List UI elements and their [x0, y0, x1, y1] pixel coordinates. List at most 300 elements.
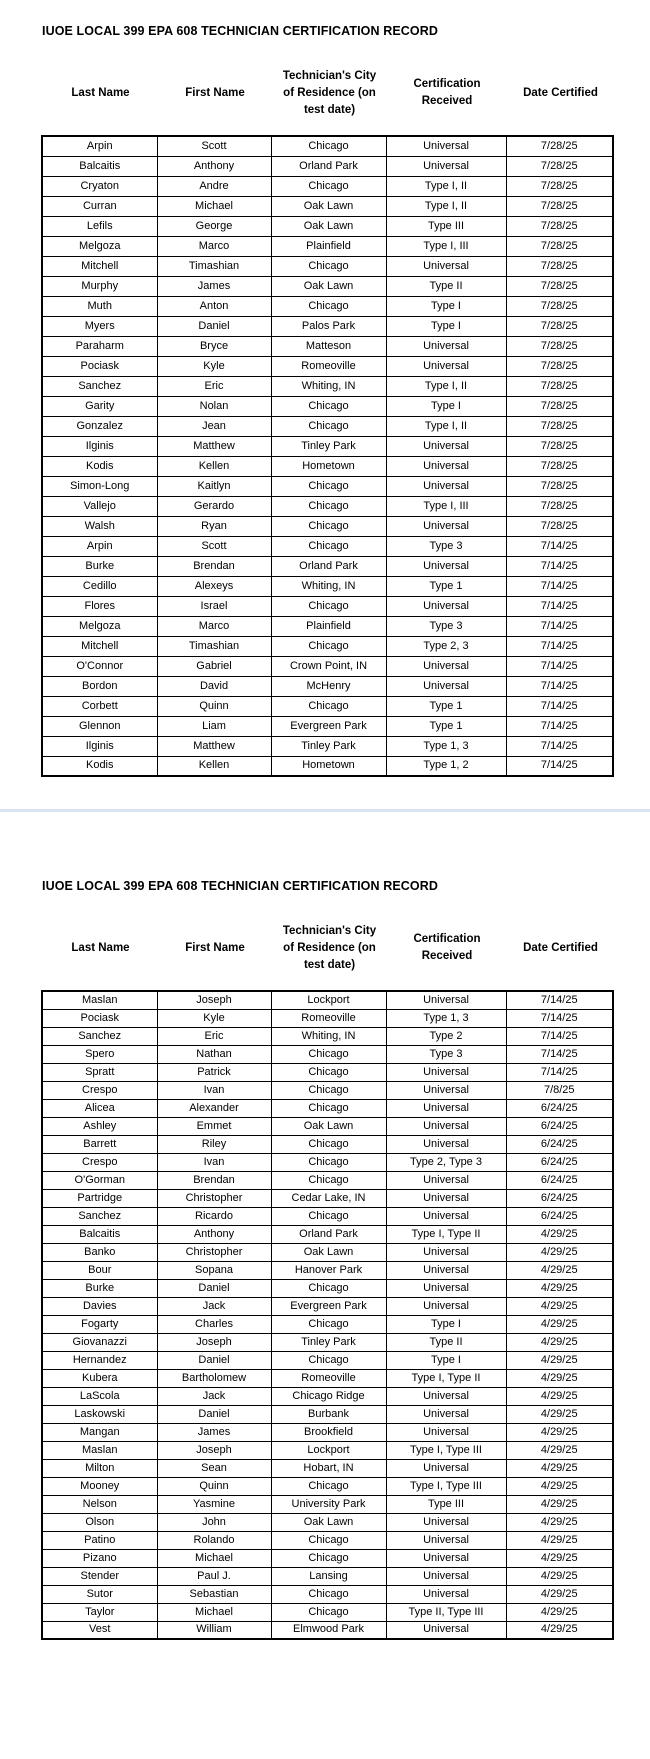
table-cell: 6/24/25: [506, 1171, 613, 1189]
table-row: [42, 1333, 613, 1351]
table-cell: John: [157, 1513, 271, 1531]
table-cell: Universal: [386, 1585, 506, 1603]
table-cell: Gabriel: [157, 656, 271, 676]
table-cell: Type 3: [386, 1045, 506, 1063]
table-cell: 7/28/25: [506, 476, 613, 496]
table-cell: 4/29/25: [506, 1225, 613, 1243]
table-cell: Timashian: [157, 636, 271, 656]
column-header-city-of-residence: Technician's City of Residence (on test date): [282, 924, 377, 971]
table-cell: Brendan: [157, 1171, 271, 1189]
table-cell: Chicago: [271, 1477, 386, 1495]
table-cell: Type I, II: [386, 176, 506, 196]
table-cell: Anthony: [157, 1225, 271, 1243]
table-row: [42, 1549, 613, 1567]
column-header-certification-received: Certification Received: [413, 933, 481, 962]
table-cell: Sopana: [157, 1261, 271, 1279]
table-cell: Sanchez: [42, 1027, 157, 1045]
table-cell: Chicago: [271, 1549, 386, 1567]
table-cell: Universal: [386, 1063, 506, 1081]
table-cell: 6/24/25: [506, 1207, 613, 1225]
table-row: [42, 1153, 613, 1171]
table-row: [42, 756, 613, 776]
table-cell: Partridge: [42, 1189, 157, 1207]
table-cell: Eric: [157, 1027, 271, 1045]
table-cell: Daniel: [157, 1405, 271, 1423]
table-row: [42, 1225, 613, 1243]
table-row: [42, 1495, 613, 1513]
table-cell: Matthew: [157, 436, 271, 456]
table-cell: Liam: [157, 716, 271, 736]
table-cell: Type II: [386, 276, 506, 296]
table-cell: Riley: [157, 1135, 271, 1153]
table-cell: Chicago: [271, 516, 386, 536]
column-header-first-name: First Name: [185, 86, 245, 99]
table-cell: Type III: [386, 216, 506, 236]
table-cell: Ivan: [157, 1081, 271, 1099]
table-cell: 7/14/25: [506, 556, 613, 576]
table-row: [42, 1171, 613, 1189]
table-cell: Chicago: [271, 416, 386, 436]
table-row: [42, 316, 613, 336]
table-cell: Universal: [386, 156, 506, 176]
table-cell: Type 2, Type 3: [386, 1153, 506, 1171]
table-cell: Chicago: [271, 1603, 386, 1621]
table-row: [42, 476, 613, 496]
table-cell: Hometown: [271, 456, 386, 476]
table-cell: Alexeys: [157, 576, 271, 596]
table-cell: Oak Lawn: [271, 1117, 386, 1135]
table-cell: 6/24/25: [506, 1099, 613, 1117]
page-break-divider: [0, 809, 650, 812]
table-cell: Matteson: [271, 336, 386, 356]
table-cell: Balcaitis: [42, 1225, 157, 1243]
table-row: [42, 1477, 613, 1495]
table-cell: Type I: [386, 296, 506, 316]
table-row: [42, 1441, 613, 1459]
table-row: [42, 1423, 613, 1441]
table-cell: 7/28/25: [506, 316, 613, 336]
table-cell: Curran: [42, 196, 157, 216]
table-cell: 4/29/25: [506, 1585, 613, 1603]
table-cell: Burbank: [271, 1405, 386, 1423]
table-row: [42, 1027, 613, 1045]
table-row: [42, 596, 613, 616]
table-cell: Chicago: [271, 536, 386, 556]
table-cell: 7/28/25: [506, 416, 613, 436]
table-cell: Romeoville: [271, 356, 386, 376]
table-cell: Emmet: [157, 1117, 271, 1135]
table-cell: Sanchez: [42, 1207, 157, 1225]
table-cell: 7/14/25: [506, 756, 613, 776]
table-cell: David: [157, 676, 271, 696]
table-cell: Alicea: [42, 1099, 157, 1117]
table-cell: Universal: [386, 1459, 506, 1477]
table-cell: Paraharm: [42, 336, 157, 356]
table-cell: McHenry: [271, 676, 386, 696]
table-cell: 7/28/25: [506, 436, 613, 456]
table-cell: Universal: [386, 1405, 506, 1423]
table-cell: 7/28/25: [506, 256, 613, 276]
table-cell: 6/24/25: [506, 1135, 613, 1153]
table-cell: Hobart, IN: [271, 1459, 386, 1477]
table-cell: Type 2, 3: [386, 636, 506, 656]
table-cell: 7/28/25: [506, 276, 613, 296]
table-cell: Christopher: [157, 1243, 271, 1261]
table-cell: Type I, II: [386, 416, 506, 436]
table-cell: Chicago: [271, 1585, 386, 1603]
table-cell: Sutor: [42, 1585, 157, 1603]
table-cell: O'Connor: [42, 656, 157, 676]
table-cell: 4/29/25: [506, 1531, 613, 1549]
table-row: [42, 456, 613, 476]
table-row: [42, 156, 613, 176]
table-cell: Stender: [42, 1567, 157, 1585]
table-header-row: [43, 55, 614, 131]
table-cell: Ricardo: [157, 1207, 271, 1225]
table-cell: Balcaitis: [42, 156, 157, 176]
table-row: [42, 1459, 613, 1477]
table-cell: Universal: [386, 1261, 506, 1279]
table-cell: Chicago: [271, 1351, 386, 1369]
table-cell: Garity: [42, 396, 157, 416]
table-row: [42, 276, 613, 296]
table-cell: 7/28/25: [506, 296, 613, 316]
table-row: [42, 516, 613, 536]
table-cell: Lansing: [271, 1567, 386, 1585]
table-cell: Type 1: [386, 716, 506, 736]
table-cell: Type 1, 3: [386, 1009, 506, 1027]
table-cell: Nelson: [42, 1495, 157, 1513]
table-cell: Universal: [386, 356, 506, 376]
table-cell: Corbett: [42, 696, 157, 716]
table-cell: Mangan: [42, 1423, 157, 1441]
table-cell: 7/14/25: [506, 536, 613, 556]
table-cell: Chicago: [271, 256, 386, 276]
table-cell: Charles: [157, 1315, 271, 1333]
table-cell: Giovanazzi: [42, 1333, 157, 1351]
table-cell: 7/14/25: [506, 636, 613, 656]
table-cell: 4/29/25: [506, 1477, 613, 1495]
table-cell: Jack: [157, 1387, 271, 1405]
table-cell: 4/29/25: [506, 1621, 613, 1639]
table-cell: Ivan: [157, 1153, 271, 1171]
table-cell: 4/29/25: [506, 1333, 613, 1351]
table-cell: Universal: [386, 1387, 506, 1405]
table-cell: Evergreen Park: [271, 716, 386, 736]
table-cell: LaScola: [42, 1387, 157, 1405]
table-cell: Cryaton: [42, 176, 157, 196]
table-cell: 7/28/25: [506, 176, 613, 196]
table-cell: 4/29/25: [506, 1297, 613, 1315]
table-cell: Kyle: [157, 1009, 271, 1027]
table-cell: 4/29/25: [506, 1405, 613, 1423]
table-cell: Universal: [386, 436, 506, 456]
table-cell: 7/28/25: [506, 236, 613, 256]
table-cell: Type I, Type III: [386, 1441, 506, 1459]
table-cell: Cedillo: [42, 576, 157, 596]
table-cell: Andre: [157, 176, 271, 196]
table-row: [42, 1063, 613, 1081]
table-row: [42, 1135, 613, 1153]
table-cell: Tinley Park: [271, 436, 386, 456]
table-cell: 4/29/25: [506, 1351, 613, 1369]
table-cell: James: [157, 276, 271, 296]
table-cell: Plainfield: [271, 616, 386, 636]
table-cell: 7/28/25: [506, 376, 613, 396]
table-cell: Jean: [157, 416, 271, 436]
table-cell: Whiting, IN: [271, 576, 386, 596]
table-cell: Nathan: [157, 1045, 271, 1063]
table-cell: Anton: [157, 296, 271, 316]
column-header-date-certified: Date Certified: [523, 86, 598, 99]
table-cell: 7/14/25: [506, 676, 613, 696]
table-cell: 7/14/25: [506, 716, 613, 736]
table-cell: 4/29/25: [506, 1603, 613, 1621]
table-cell: 7/28/25: [506, 216, 613, 236]
table-cell: Type 1: [386, 576, 506, 596]
table-cell: Universal: [386, 1243, 506, 1261]
table-cell: Chicago: [271, 1279, 386, 1297]
table-cell: O'Gorman: [42, 1171, 157, 1189]
table-cell: Chicago: [271, 1531, 386, 1549]
table-row: [42, 1099, 613, 1117]
table-cell: 6/24/25: [506, 1189, 613, 1207]
table-cell: Rolando: [157, 1531, 271, 1549]
table-cell: Evergreen Park: [271, 1297, 386, 1315]
table-cell: Oak Lawn: [271, 216, 386, 236]
table-row: [42, 436, 613, 456]
table-cell: Chicago: [271, 176, 386, 196]
table-cell: Type 1, 2: [386, 756, 506, 776]
table-cell: Michael: [157, 1549, 271, 1567]
table-cell: Oak Lawn: [271, 196, 386, 216]
table-row: [42, 396, 613, 416]
table-cell: Bartholomew: [157, 1369, 271, 1387]
table-row: [42, 196, 613, 216]
table-cell: Kyle: [157, 356, 271, 376]
table-cell: Oak Lawn: [271, 1513, 386, 1531]
table-cell: Brendan: [157, 556, 271, 576]
table-cell: 7/28/25: [506, 356, 613, 376]
table-cell: Pociask: [42, 1009, 157, 1027]
table-row: [42, 1387, 613, 1405]
table-cell: Laskowski: [42, 1405, 157, 1423]
table-cell: Type I, Type III: [386, 1477, 506, 1495]
table-cell: James: [157, 1423, 271, 1441]
table-cell: Chicago: [271, 396, 386, 416]
table-cell: Chicago: [271, 1045, 386, 1063]
table-row: [42, 496, 613, 516]
table-cell: Universal: [386, 656, 506, 676]
table-cell: Joseph: [157, 1333, 271, 1351]
table-cell: Type 3: [386, 616, 506, 636]
table-cell: Universal: [386, 1549, 506, 1567]
table-cell: Mitchell: [42, 256, 157, 276]
table-cell: Pizano: [42, 1549, 157, 1567]
table-cell: 7/28/25: [506, 156, 613, 176]
table-cell: Ryan: [157, 516, 271, 536]
page-title: IUOE LOCAL 399 EPA 608 TECHNICIAN CERTIFICATION RECORD: [42, 879, 438, 893]
table-cell: Type III: [386, 1495, 506, 1513]
table-cell: Marco: [157, 236, 271, 256]
table-row: [42, 176, 613, 196]
table-cell: 4/29/25: [506, 1423, 613, 1441]
table-cell: Tinley Park: [271, 1333, 386, 1351]
table-cell: Oak Lawn: [271, 276, 386, 296]
table-cell: Chicago: [271, 1135, 386, 1153]
table-cell: Daniel: [157, 1351, 271, 1369]
table-cell: Matthew: [157, 736, 271, 756]
table-cell: Oak Lawn: [271, 1243, 386, 1261]
table-cell: Spratt: [42, 1063, 157, 1081]
table-cell: Chicago: [271, 496, 386, 516]
table-cell: Vallejo: [42, 496, 157, 516]
table-cell: 4/29/25: [506, 1495, 613, 1513]
table-cell: 4/29/25: [506, 1279, 613, 1297]
table-cell: Quinn: [157, 1477, 271, 1495]
table-cell: Muth: [42, 296, 157, 316]
table-cell: Pociask: [42, 356, 157, 376]
table-cell: Banko: [42, 1243, 157, 1261]
table-row: [42, 696, 613, 716]
table-cell: Arpin: [42, 536, 157, 556]
table-row: [42, 1117, 613, 1135]
table-cell: Patrick: [157, 1063, 271, 1081]
table-cell: Universal: [386, 1513, 506, 1531]
table-row: [42, 991, 613, 1009]
table-cell: Arpin: [42, 136, 157, 156]
table-cell: Crespo: [42, 1153, 157, 1171]
table-cell: Chicago Ridge: [271, 1387, 386, 1405]
table-cell: William: [157, 1621, 271, 1639]
table-cell: Lockport: [271, 1441, 386, 1459]
table-row: [42, 336, 613, 356]
table-cell: Eric: [157, 376, 271, 396]
table-cell: Melgoza: [42, 616, 157, 636]
table-cell: Joseph: [157, 991, 271, 1009]
table-row: [42, 1567, 613, 1585]
table-cell: Universal: [386, 1135, 506, 1153]
table-cell: Universal: [386, 1621, 506, 1639]
table-cell: Paul J.: [157, 1567, 271, 1585]
table-row: [42, 1531, 613, 1549]
table-cell: Type I: [386, 1315, 506, 1333]
table-cell: 7/14/25: [506, 1063, 613, 1081]
table-cell: 7/28/25: [506, 496, 613, 516]
table-cell: Melgoza: [42, 236, 157, 256]
table-cell: Universal: [386, 476, 506, 496]
table-cell: Type I, Type II: [386, 1225, 506, 1243]
table-cell: Walsh: [42, 516, 157, 536]
table-cell: Michael: [157, 1603, 271, 1621]
table-row: [42, 1009, 613, 1027]
table-cell: Palos Park: [271, 316, 386, 336]
table-cell: Timashian: [157, 256, 271, 276]
table-cell: Kellen: [157, 756, 271, 776]
table-cell: Universal: [386, 1171, 506, 1189]
table-cell: Gerardo: [157, 496, 271, 516]
table-cell: Mooney: [42, 1477, 157, 1495]
table-cell: Hometown: [271, 756, 386, 776]
table-cell: Ilginis: [42, 736, 157, 756]
table-row: [42, 676, 613, 696]
table-cell: Bour: [42, 1261, 157, 1279]
table-cell: Kaitlyn: [157, 476, 271, 496]
table-cell: Universal: [386, 1279, 506, 1297]
table-cell: Type 2: [386, 1027, 506, 1045]
table-cell: Taylor: [42, 1603, 157, 1621]
table-cell: Lefils: [42, 216, 157, 236]
table-row: [42, 376, 613, 396]
table-cell: Crown Point, IN: [271, 656, 386, 676]
table-cell: Gonzalez: [42, 416, 157, 436]
table-cell: Universal: [386, 516, 506, 536]
table-row: [42, 1279, 613, 1297]
certification-table-page-1: [41, 135, 614, 777]
table-cell: Scott: [157, 536, 271, 556]
table-cell: Universal: [386, 1531, 506, 1549]
table-cell: Daniel: [157, 316, 271, 336]
table-cell: Joseph: [157, 1441, 271, 1459]
table-cell: Chicago: [271, 636, 386, 656]
table-cell: Chicago: [271, 1153, 386, 1171]
table-cell: 4/29/25: [506, 1567, 613, 1585]
table-cell: 7/14/25: [506, 616, 613, 636]
table-row: [42, 1297, 613, 1315]
table-cell: Myers: [42, 316, 157, 336]
table-cell: Universal: [386, 1567, 506, 1585]
table-cell: Type 1, 3: [386, 736, 506, 756]
table-row: [42, 1585, 613, 1603]
table-cell: Orland Park: [271, 1225, 386, 1243]
table-cell: Chicago: [271, 696, 386, 716]
table-cell: Universal: [386, 556, 506, 576]
table-cell: Kodis: [42, 456, 157, 476]
table-cell: 7/14/25: [506, 991, 613, 1009]
table-cell: Simon-Long: [42, 476, 157, 496]
table-cell: 7/14/25: [506, 1009, 613, 1027]
table-cell: 6/24/25: [506, 1117, 613, 1135]
table-cell: Lockport: [271, 991, 386, 1009]
column-header-city-of-residence: Technician's City of Residence (on test date): [282, 69, 377, 116]
table-cell: George: [157, 216, 271, 236]
table-cell: 4/29/25: [506, 1315, 613, 1333]
table-cell: Davies: [42, 1297, 157, 1315]
table-cell: Elmwood Park: [271, 1621, 386, 1639]
table-cell: Maslan: [42, 1441, 157, 1459]
table-cell: Anthony: [157, 156, 271, 176]
table-cell: 7/28/25: [506, 516, 613, 536]
table-cell: Murphy: [42, 276, 157, 296]
table-cell: 7/14/25: [506, 596, 613, 616]
table-row: [42, 296, 613, 316]
table-row: [42, 1189, 613, 1207]
table-cell: 6/24/25: [506, 1153, 613, 1171]
table-cell: Universal: [386, 991, 506, 1009]
table-cell: Bryce: [157, 336, 271, 356]
table-cell: Chicago: [271, 1099, 386, 1117]
table-cell: 4/29/25: [506, 1261, 613, 1279]
table-row: [42, 636, 613, 656]
table-cell: Burke: [42, 556, 157, 576]
table-cell: Universal: [386, 1117, 506, 1135]
table-cell: 7/28/25: [506, 456, 613, 476]
table-cell: 7/14/25: [506, 736, 613, 756]
table-row: [42, 556, 613, 576]
table-cell: Mitchell: [42, 636, 157, 656]
column-header-date-certified: Date Certified: [523, 941, 598, 954]
table-cell: Universal: [386, 1081, 506, 1099]
